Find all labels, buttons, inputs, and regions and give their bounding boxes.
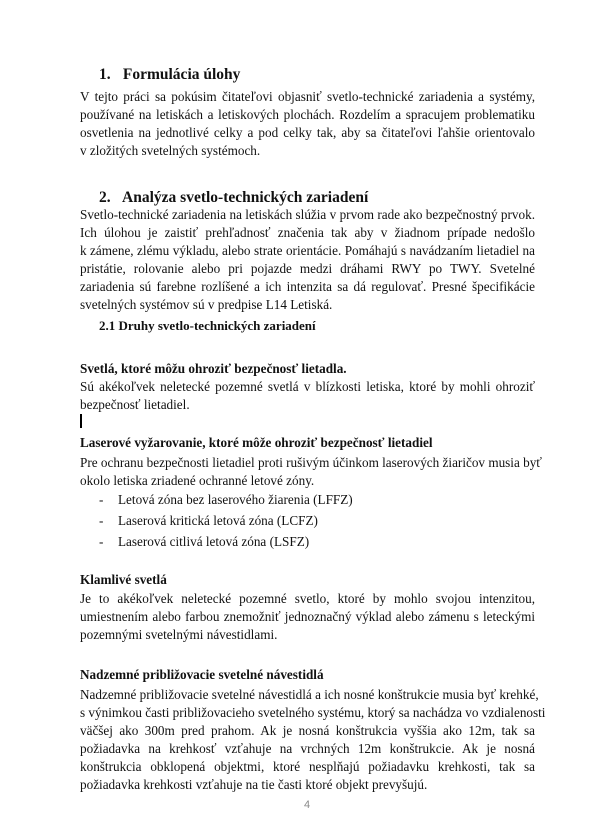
text-line: Nadzemné približovacie svetelné návestidlá a ich nosné konštrukcie musia byť krehké, [80, 687, 539, 702]
heading-klamlive: Klamlivé svetlá [80, 572, 167, 587]
heading-text: Formulácia úlohy [122, 66, 241, 83]
text-line: s výnimkou časti približovacieho svetelného systému, ktorý sa nachádza vo vzdialenosti [80, 705, 546, 720]
paragraph-klamlive [80, 590, 535, 644]
paragraph-nadzemne [80, 686, 546, 794]
text-line: Svetlo-technické zariadenia na letiskách slúžia v prvom rade ako bezpečnostný prvok. [80, 207, 535, 222]
paragraph-analyza [80, 206, 535, 314]
text-line: svetelných systémov sú v predpise L14 Letiská. [80, 297, 333, 312]
page-number: 4 [303, 799, 311, 811]
text-line: v zložitých svetelných systémoch. [80, 143, 261, 158]
heading-number: 1. [99, 66, 111, 83]
text-line: Sú akékoľvek neletecké pozemné svetlá v blízkosti letiska, ktoré by mohli ohroziť [80, 379, 535, 394]
text-line: bezpečnosť lietadiel. [80, 397, 190, 412]
paragraph-svetla [80, 378, 535, 414]
list-item: - Laserová kritická letová zóna (LCFZ) [99, 513, 318, 528]
text-line: okolo letiska zriadené ochranné letové zóny. [80, 473, 315, 488]
text-line: pozemnými svetelnými návestidlami. [80, 627, 278, 642]
paragraph-laserove [80, 454, 542, 490]
text-line: umiestnením alebo farbou znemožniť jednoznačný výklad alebo zámenu s leteckými [80, 609, 535, 624]
text-line: Je to akékoľvek neletecké pozemné svetlo, ktoré by mohlo svojou intenzitou, [80, 591, 535, 606]
text-line: Ich úlohou je zaistiť prehľadnosť značenia tak aby v žiadnom prípade nedošlo [80, 225, 535, 240]
heading-text: Analýza svetlo-technických zariadení [122, 189, 369, 206]
text-line: požiadavka krehkosti vzťahuje na tie časti ktoré objekt prevyšujú. [80, 777, 428, 792]
list-item: - Laserová citlivá letová zóna (LSFZ) [99, 534, 310, 549]
subheading-druhy: 2.1 Druhy svetlo-technických zariadení [99, 318, 316, 333]
text-line: pristátie, rolovanie alebo pri pojazde medzi dráhami RWY po TWY. Svetelné [80, 261, 535, 276]
text-line: zariadenia sú farebne rozlíšené a ich intenzita sa dá regulovať. Presné špecifikácie [80, 279, 535, 294]
text-line: používané na letiskách a letiskových plochách. Rozdelím a spracujem problematiku [80, 107, 535, 122]
heading-analyza [99, 189, 368, 207]
text-line: požiadavka na krehkosť vzťahuje na vrchných 12m konštrukcie. Ak je nosná [80, 741, 535, 756]
heading-laserove: Laserové vyžarovanie, ktoré môže ohroziť bezpečnosť lietadiel [80, 435, 433, 450]
laser-zone-list [80, 489, 535, 552]
heading-nadzemne: Nadzemné približovacie svetelné návestidlá [80, 667, 324, 682]
heading-svetla-ohrozit: Svetlá, ktoré môžu ohroziť bezpečnosť lietadla. [80, 361, 347, 376]
text-line: Pre ochranu bezpečnosti lietadiel proti rušivým účinkom laserových žiaričov musia byť [80, 455, 542, 470]
list-item: - Letová zóna bez laserového žiarenia (LFFZ) [99, 492, 353, 507]
heading-number: 2. [99, 189, 111, 206]
text-line: k zámene, zlému výkladu, alebo strate orientácie. Pomáhajú s navádzaním lietadiel na [80, 243, 535, 258]
paragraph-formulacia [80, 88, 535, 160]
text-line: osvetlenia na jednotlivé celky a pod celky tak, aby sa čitateľovi ľahšie orientovalo [80, 125, 535, 140]
text-cursor[interactable] [80, 414, 82, 428]
text-line: väčšej ako 300m pred prahom. Ak je nosná konštrukcia vyššia ako 12m, tak sa [80, 723, 535, 738]
text-line: konštrukcia obklopená objektmi, ktoré nesplňajú požiadavku krehkosti, tak sa [80, 759, 535, 774]
heading-formulacia-ulohy [99, 66, 240, 84]
text-line: V tejto práci sa pokúsim čitateľovi objasniť svetlo-technické zariadenia a systémy, [80, 89, 535, 104]
